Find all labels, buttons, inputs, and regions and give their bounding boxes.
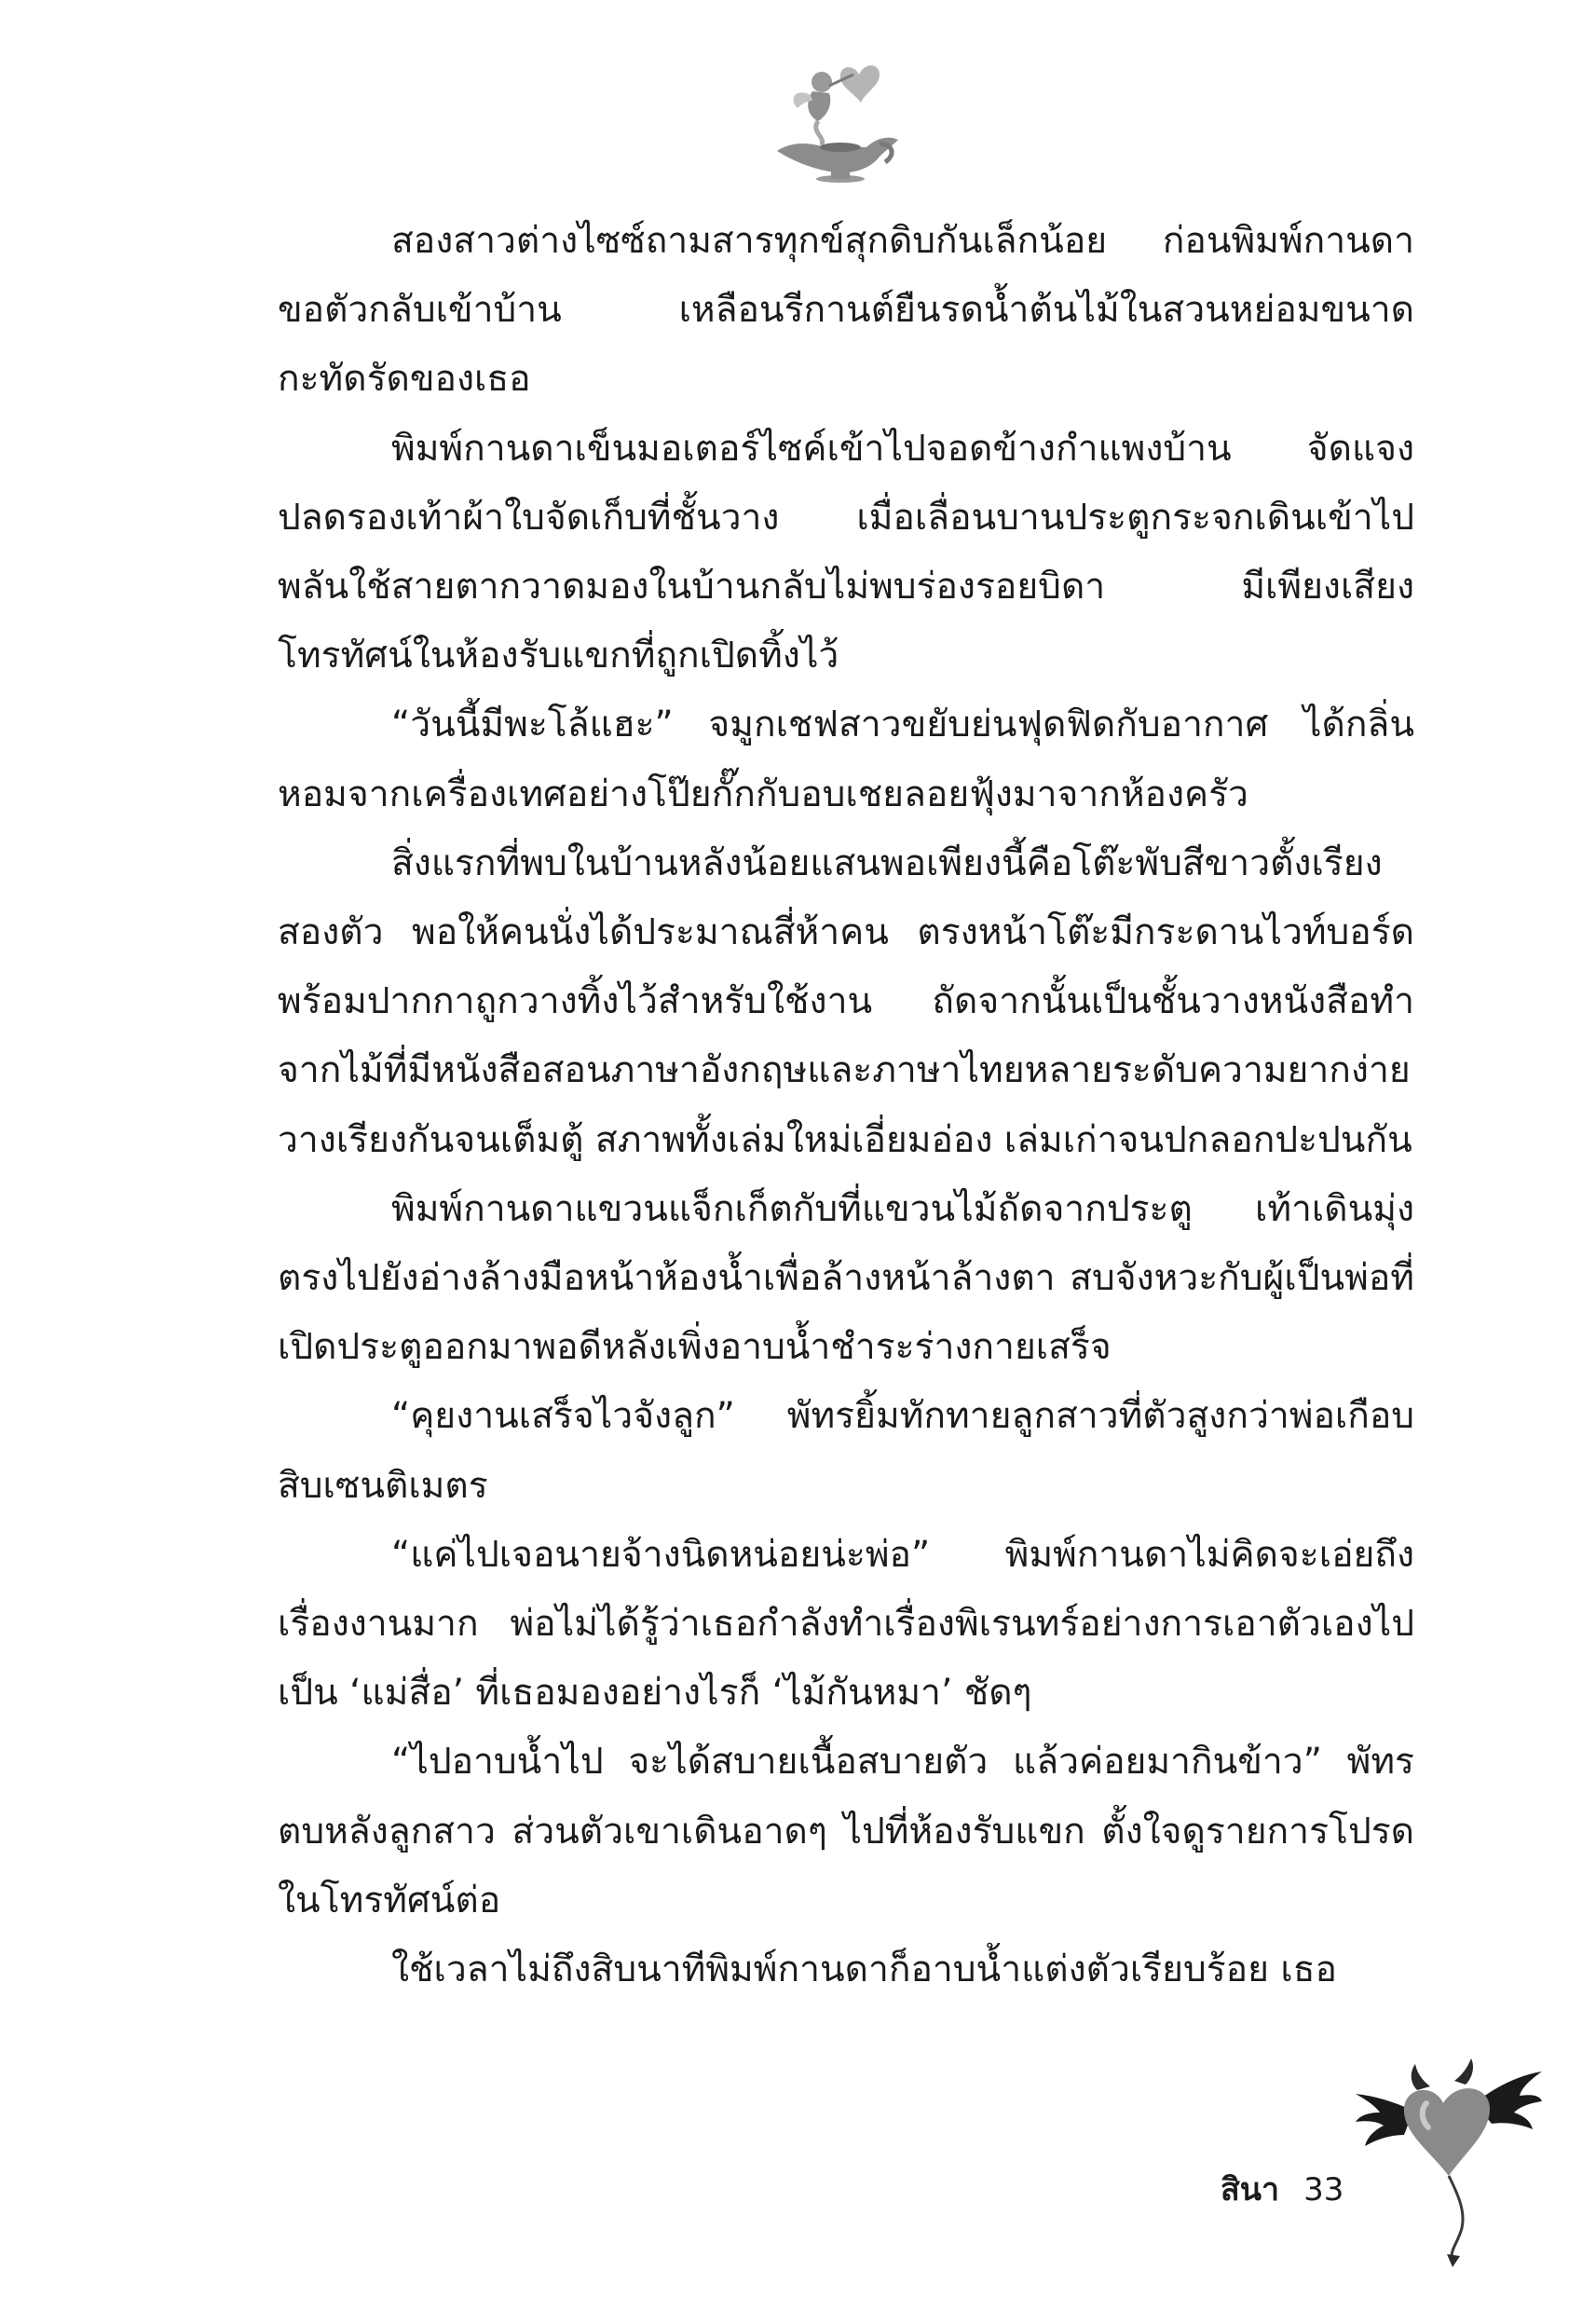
- paragraph: “ไปอาบน้ำไป จะได้สบายเนื้อสบายตัว แล้วค่อยมากินข้าว” พัทรตบหลังลูกสาว ส่วนตัวเขาเดินอาดๆ ไปที่ห้องรับแขก ตั้งใจดูรายการโปรดในโทรทัศน์ต่อ: [278, 1741, 1414, 1921]
- cupid-genie-lamp-icon: [757, 54, 915, 185]
- paragraph: สองสาวต่างไซซ์ถามสารทุกข์สุกดิบกันเล็กน้อย ก่อนพิมพ์กานดาขอตัวกลับเข้าบ้าน เหลือนรีกานต์ยืนรดน้ำต้นไม้ในสวนหย่อมขนาดกะทัดรัดของเธอ: [278, 220, 1414, 401]
- book-title: สินา: [1221, 2171, 1280, 2208]
- paragraph: พิมพ์กานดาแขวนแจ็กเก็ตกับที่แขวนไม้ถัดจากประตู เท้าเดินมุ่งตรงไปยังอ่างล้างมือหน้าห้องน้ำเพื่อล้างหน้าล้างตา สบจังหวะกับผู้เป็นพ่อที่เปิดประตูออกมาพอดีหลังเพิ่งอาบน้ำชำระร่างกายเสร็จ: [278, 1187, 1414, 1369]
- paragraph: “แค่ไปเจอนายจ้างนิดหน่อยน่ะพ่อ” พิมพ์กานดาไม่คิดจะเอ่ยถึงเรื่องงานมาก พ่อไม่ได้รู้ว่าเธอกำลังทำเรื่องพิเรนทร์อย่างการเอาตัวเองไปเป็น ‘แม่สื่อ’ ที่เธอมองอย่างไรก็ ‘ไม้กันหมา’ ชัดๆ: [278, 1533, 1414, 1715]
- paragraph: สิ่งแรกที่พบในบ้านหลังน้อยแสนพอเพียงนี้คือโต๊ะพับสีขาวตั้งเรียงสองตัว พอให้คนนั่งได้ประมาณสี่ห้าคน ตรงหน้าโต๊ะมีกระดานไวท์บอร์ดพร้อมปากกาถูกวางทิ้งไว้สำหรับใช้งาน ถัดจากนั้นเป็นชั้นวางหนังสือทำจากไม้ที่มีหนังสือสอนภาษาอังกฤษและภาษาไทยหลายระดับความยากง่ายวางเรียงกันจนเต็มตู้ สภาพทั้งเล่มใหม่เอี่ยมอ่อง เล่มเก่าจนปกลอกปะปนกัน: [278, 841, 1414, 1161]
- page-footer: [1221, 2162, 1344, 2218]
- paragraph: ใช้เวลาไม่ถึงสิบนาทีพิมพ์กานดาก็อาบน้ำแต่งตัวเรียบร้อย เธอ: [391, 1949, 1337, 1991]
- body-text: [278, 207, 1414, 2004]
- paragraph: พิมพ์กานดาเข็นมอเตอร์ไซค์เข้าไปจอดข้างกำแพงบ้าน จัดแจงปลดรองเท้าผ้าใบจัดเก็บที่ชั้นวาง เมื่อเลื่อนบานประตูกระจกเดินเข้าไปพลันใช้สายตากวาดมองในบ้านกลับไม่พบร่องรอยบิดา มีเพียงเสียงโทรทัศน์ในห้องรับแขกที่ถูกเปิดทิ้งไว้: [278, 427, 1414, 677]
- winged-devil-heart-icon: [1356, 2055, 1542, 2269]
- paragraph: “วันนี้มีพะโล้แฮะ” จมูกเชฟสาวขยับย่นฟุดฟิดกับอากาศ ได้กลิ่นหอมจากเครื่องเทศอย่างโป๊ยกั๊กกับอบเชยลอยฟุ้งมาจากห้องครัว: [278, 704, 1414, 815]
- page-number: 33: [1303, 2171, 1344, 2208]
- paragraph: “คุยงานเสร็จไวจังลูก” พัทรยิ้มทักทายลูกสาวที่ตัวสูงกว่าพ่อเกือบสิบเซนติเมตร: [278, 1395, 1414, 1507]
